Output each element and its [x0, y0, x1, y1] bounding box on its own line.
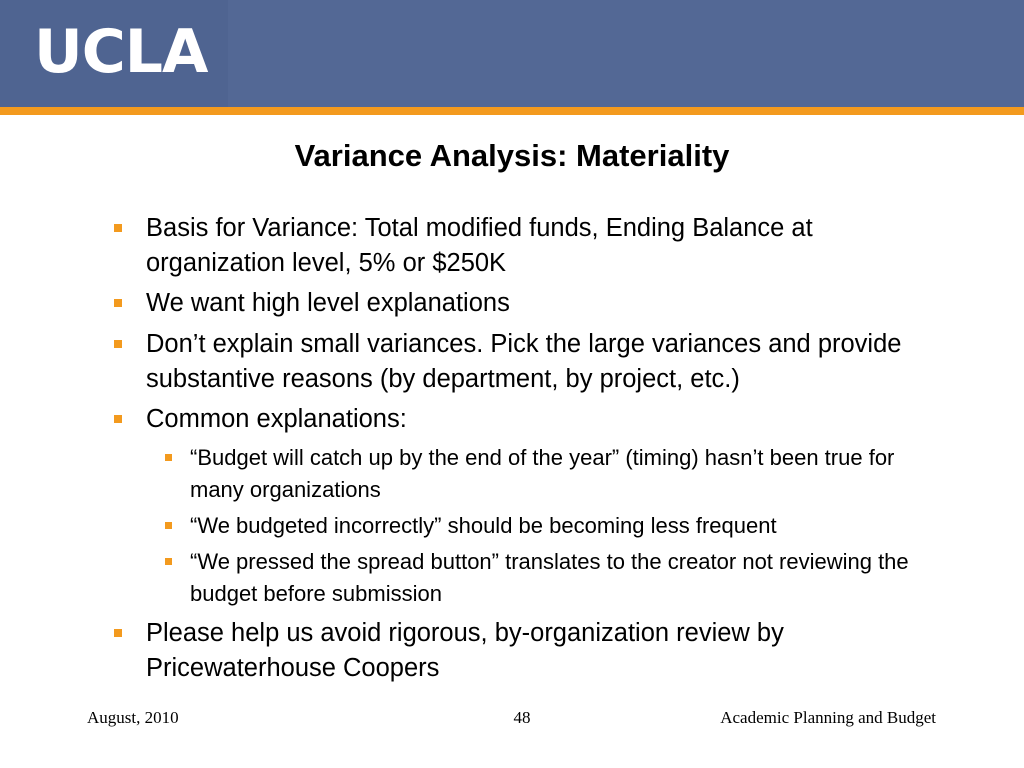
- bullet-item: [111, 327, 911, 397]
- square-bullet-icon: [165, 522, 172, 529]
- square-bullet-icon: [165, 454, 172, 461]
- bullet-item: [111, 616, 911, 686]
- ucla-logo: UCLA: [34, 17, 208, 87]
- square-bullet-icon: [114, 629, 122, 637]
- sub-bullet-text: “We pressed the spread button” translates to the creator not reviewing the budget before submission: [190, 549, 909, 606]
- square-bullet-icon: [165, 558, 172, 565]
- footer-date: August, 2010: [87, 708, 179, 727]
- square-bullet-icon: [114, 340, 122, 348]
- bullet-item: [111, 211, 911, 281]
- bullet-item: [111, 402, 911, 437]
- sub-bullet-item: [162, 442, 952, 506]
- bullet-text: Common explanations:: [146, 405, 407, 433]
- sub-bullet-text: “Budget will catch up by the end of the year” (timing) hasn’t been true for many organizations: [190, 445, 895, 502]
- sub-bullet-text: “We budgeted incorrectly” should be becoming less frequent: [190, 513, 777, 538]
- bullet-text: Don’t explain small variances. Pick the large variances and provide substantive reasons (by department, by project, etc.): [146, 330, 902, 393]
- sub-bullet-item: [162, 510, 952, 542]
- bullet-text: Basis for Variance: Total modified funds, Ending Balance at organization level, 5% or $250K: [146, 214, 813, 277]
- bullet-item: [111, 286, 911, 321]
- square-bullet-icon: [114, 415, 122, 423]
- footer-page-number: 48: [513, 708, 531, 727]
- bullet-text: Please help us avoid rigorous, by-organization review by Pricewaterhouse Coopers: [146, 619, 784, 682]
- sub-bullet-item: [162, 546, 952, 610]
- slide-title: Variance Analysis: Materiality: [294, 138, 730, 173]
- square-bullet-icon: [114, 299, 122, 307]
- footer-department: Academic Planning and Budget: [720, 708, 936, 727]
- square-bullet-icon: [114, 224, 122, 232]
- bullet-text: We want high level explanations: [146, 289, 510, 317]
